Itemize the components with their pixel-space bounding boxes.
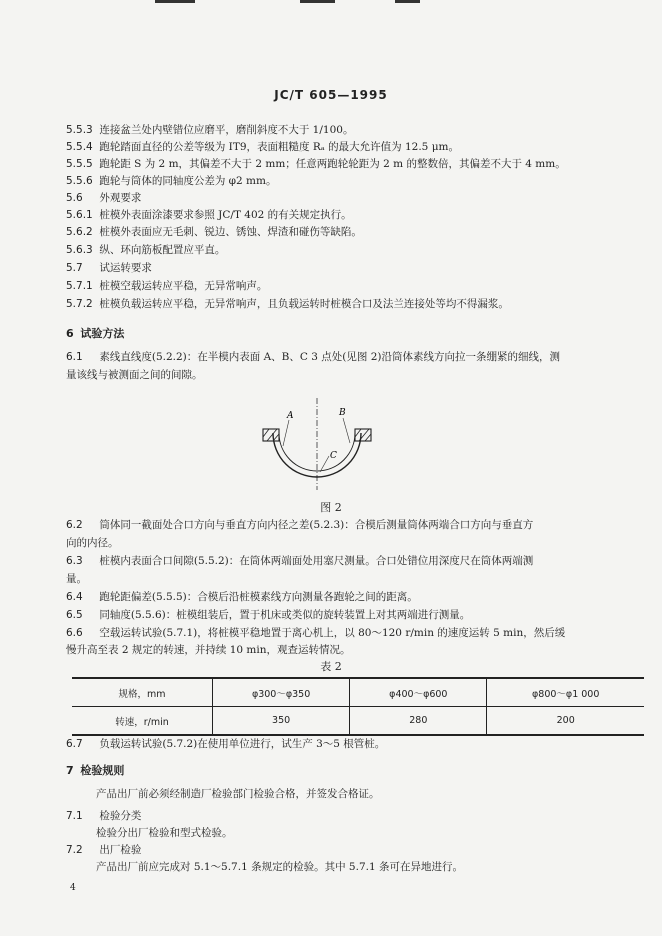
clause-number: 7.1 [66, 810, 83, 822]
clause-5-6-1 [66, 208, 636, 222]
clause-number: 6.2 [66, 519, 83, 531]
clause-5-6-3 [66, 243, 636, 257]
clause-5-5-3 [66, 123, 636, 137]
table-header-cell: 转速，r/min [72, 707, 213, 736]
clause-5-6-2 [66, 225, 636, 239]
clause-5-7-2 [66, 297, 636, 311]
clause-5-7-1 [66, 279, 636, 293]
clause-text: 桩模负载运转应平稳，无异常响声，且负载运转时桩模合口及法兰连接处等均不得漏浆。 [99, 298, 509, 310]
page-number: 4 [70, 883, 76, 893]
clause-text: 外观要求 [99, 192, 142, 204]
half-mold-diagram [255, 398, 385, 493]
point-b-label: B [339, 408, 346, 418]
clause-6-7 [66, 737, 636, 751]
clause-number: 5.5.5 [66, 158, 93, 170]
clause-5-5-5 [66, 157, 636, 171]
figure-caption: 图 2 [320, 501, 342, 514]
clause-text: 桩模空载运转应平稳，无异常响声。 [99, 280, 268, 292]
figure-2 [255, 398, 385, 497]
clause-number: 5.5.3 [66, 124, 93, 136]
section-title: 试验方法 [80, 327, 125, 340]
table-cell: φ400～φ600 [350, 678, 487, 707]
clause-text: 跑轮踏面直径的公差等级为 IT9，表面粗糙度 Rₐ 的最大允许值为 12.5 μm。 [99, 141, 459, 153]
clause-title: 出厂检验 [99, 844, 142, 856]
clause-number: 6.1 [66, 351, 83, 363]
table-header-cell: 规格，mm [72, 678, 213, 707]
clause-number: 5.6.3 [66, 244, 93, 256]
clause-6-3-continued: 量。 [66, 573, 87, 585]
table-row [72, 707, 644, 736]
clause-text: 纵、环向筋板配置应平直。 [99, 244, 226, 256]
clause-5-5-6 [66, 174, 636, 188]
clause-text: 跑轮距偏差(5.5.5)：合模后沿桩模素线方向测量各跑轮之间的距离。 [99, 591, 418, 603]
clause-text: 筒体同一截面处合口方向与垂直方向内径之差(5.2.3)：合模后测量筒体两端合口方向与垂直方 [99, 519, 534, 531]
clause-6-3 [66, 554, 636, 568]
table-cell: 350 [213, 707, 350, 736]
clause-text: 连接盆兰处内壁错位应磨平，磨削斜度不大于 1/100。 [99, 124, 354, 136]
clause-text: 桩模外表面应无毛刺、锐边、锈蚀、焊渣和碰伤等缺陷。 [99, 226, 362, 238]
clause-number: 5.6.1 [66, 209, 93, 221]
speed-table [72, 677, 644, 736]
clause-text: 试运转要求 [99, 262, 152, 274]
clause-number: 5.7.1 [66, 280, 93, 292]
clause-text: 跑轮距 S 为 2 m，其偏差不大于 2 mm；任意两跑轮轮距为 2 m 的整数倍，其偏差不大于 4 mm。 [99, 158, 566, 170]
clause-5-6 [66, 191, 636, 205]
clause-6-1 [66, 350, 636, 364]
clause-6-4 [66, 590, 636, 604]
clause-number: 5.7.2 [66, 298, 93, 310]
section-number: 7 [66, 764, 74, 777]
document-header: JC/T 605—1995 [274, 88, 388, 102]
clause-6-1-continued: 量该线与被测面之间的间隙。 [66, 369, 203, 381]
clause-number: 6.4 [66, 591, 83, 603]
clause-number: 5.5.6 [66, 175, 93, 187]
clause-number: 5.7 [66, 262, 83, 274]
clause-6-6 [66, 626, 636, 640]
table-cell: 280 [350, 707, 487, 736]
clause-number: 6.7 [66, 738, 83, 750]
clause-6-2 [66, 518, 636, 532]
point-c-label: C [330, 451, 337, 461]
clause-text: 桩模内表面合口间隙(5.5.2)：在筒体两端面处用塞尺测量。合口处错位用深度尺在筒体两端测 [99, 555, 534, 567]
clause-number: 6.5 [66, 609, 83, 621]
table-cell: 200 [487, 707, 644, 736]
point-a-label: A [287, 411, 294, 421]
clause-number: 6.3 [66, 555, 83, 567]
scan-edge-marks [0, 0, 662, 12]
clause-text: 负载运转试验(5.7.2)在使用单位进行，试生产 3～5 根管桩。 [99, 738, 386, 750]
clause-number: 5.5.4 [66, 141, 93, 153]
clause-number: 6.6 [66, 627, 83, 639]
section-7-heading [66, 764, 636, 778]
clause-5-7 [66, 261, 636, 275]
section-title: 检验规则 [80, 764, 125, 777]
section-7-intro: 产品出厂前必须经制造厂检验部门检验合格，并签发合格证。 [96, 788, 380, 800]
table-caption: 表 2 [320, 660, 342, 673]
clause-6-2-continued: 向的内径。 [66, 537, 119, 549]
clause-7-1-text: 检验分出厂检验和型式检验。 [96, 827, 233, 839]
clause-title: 检验分类 [99, 810, 142, 822]
clause-number: 7.2 [66, 844, 83, 856]
clause-text: 桩模外表面涂漆要求参照 JC/T 402 的有关规定执行。 [99, 209, 352, 221]
clause-7-1 [66, 809, 636, 823]
clause-text: 素线直线度(5.2.2)：在半模内表面 A、B、C 3 点处(见图 2)沿筒体素线方向拉一条绷紧的细线，测 [99, 351, 560, 363]
table-cell: φ800～φ1 000 [487, 678, 644, 707]
table-row [72, 678, 644, 707]
clause-7-2 [66, 843, 636, 857]
clause-7-2-text: 产品出厂前应完成对 5.1～5.7.1 条规定的检验。其中 5.7.1 条可在异地进行。 [96, 861, 463, 873]
clause-6-5 [66, 608, 636, 622]
section-6-heading [66, 327, 636, 341]
clause-number: 5.6.2 [66, 226, 93, 238]
clause-text: 同轴度(5.5.6)：桩模组装后，置于机床或类似的旋转装置上对其两端进行测量。 [99, 609, 471, 621]
section-number: 6 [66, 327, 74, 340]
clause-number: 5.6 [66, 192, 83, 204]
clause-text: 空载运转试验(5.7.1)，将桩模平稳地置于离心机上，以 80～120 r/min 的速度运转 5 min，然后缓 [99, 627, 566, 639]
table-cell: φ300～φ350 [213, 678, 350, 707]
clause-text: 跑轮与筒体的同轴度公差为 φ2 mm。 [99, 175, 277, 187]
clause-5-5-4 [66, 140, 636, 154]
clause-6-6-continued: 慢升高至表 2 规定的转速，并持续 10 min，观查运转情况。 [66, 644, 351, 656]
